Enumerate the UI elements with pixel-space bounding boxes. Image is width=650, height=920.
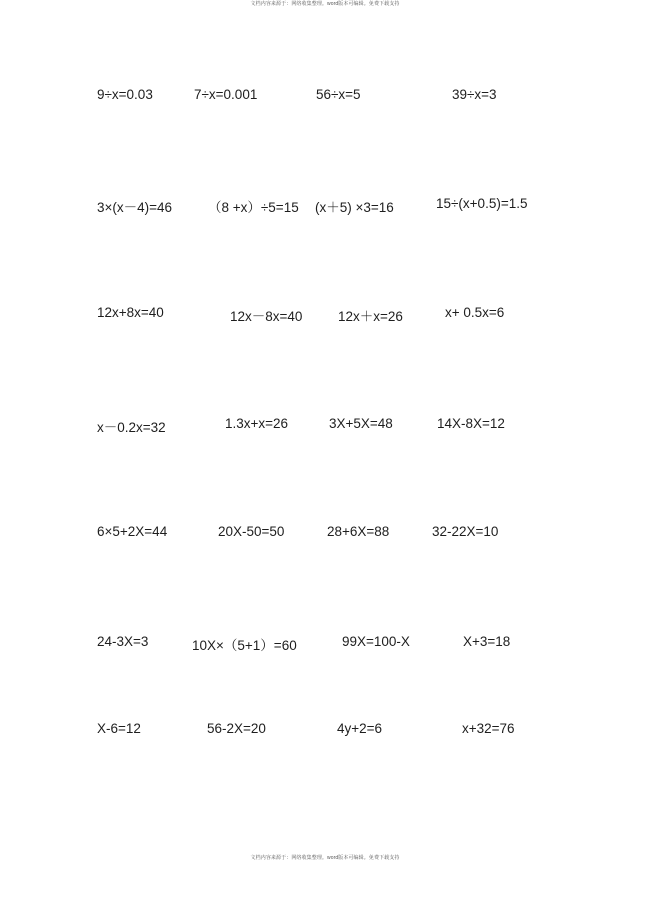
equation: x+ 0.5x=6 (445, 305, 505, 320)
equation: 14X-8X=12 (437, 416, 505, 431)
equation: 3X+5X=48 (329, 416, 393, 431)
equation: 56-2X=20 (207, 721, 266, 736)
header-note: 文档内容来源于：网络收集整理。word版本可编辑。免费下载支持 (250, 1, 400, 7)
equation: 6×5+2X=44 (97, 524, 168, 539)
equation: 9÷x=0.03 (97, 87, 153, 102)
equation: 99X=100-X (342, 634, 410, 649)
equation: 1.3x+x=26 (225, 416, 289, 431)
equation: （8 +x）÷5=15 (208, 200, 299, 215)
equation: 15÷(x+0.5)=1.5 (436, 196, 528, 211)
equation: x－0.2x=32 (97, 420, 166, 435)
equation: 4y+2=6 (337, 721, 383, 736)
equation: X+3=18 (463, 634, 511, 649)
footer-note: 文档内容来源于：网络收集整理。word版本可编辑。免费下载支持 (250, 855, 400, 861)
equation: 10X×（5+1）=60 (192, 638, 297, 653)
equation: 56÷x=5 (316, 87, 361, 102)
equation: 32-22X=10 (432, 524, 499, 539)
equation: 28+6X=88 (327, 524, 390, 539)
equation: 20X-50=50 (218, 524, 285, 539)
equation: 39÷x=3 (452, 87, 497, 102)
equation: 12x＋x=26 (338, 309, 403, 324)
equation: 12x+8x=40 (97, 305, 164, 320)
equation: 3×(x－4)=46 (97, 200, 173, 215)
equation: X-6=12 (97, 721, 141, 736)
equation: 24-3X=3 (97, 634, 149, 649)
equation: 7÷x=0.001 (194, 87, 258, 102)
equation: 12x－8x=40 (230, 309, 303, 324)
equation: (x＋5) ×3=16 (315, 200, 394, 215)
equation: x+32=76 (462, 721, 515, 736)
